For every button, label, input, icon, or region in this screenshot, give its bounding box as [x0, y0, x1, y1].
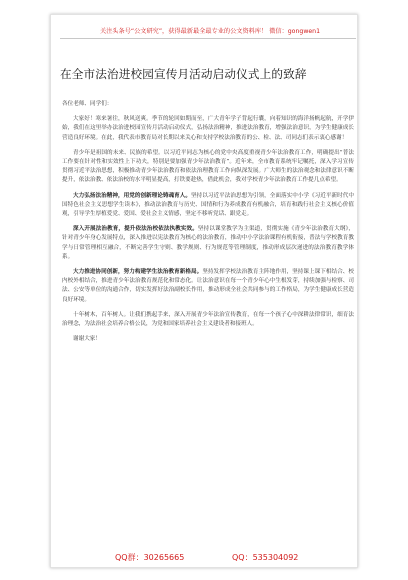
- document-title: 在全市法治进校园宣传月活动启动仪式上的致辞: [60, 67, 307, 81]
- paragraph-5-lead: 大力推进协同创新，努力构建学生法治教育新格局。: [73, 269, 203, 276]
- paragraph-4-lead: 深入开展法治教育，提升依法治校依法执教实效。: [73, 226, 198, 233]
- paragraph-2: [62, 149, 354, 186]
- paragraph-1: [62, 115, 354, 143]
- paragraph-5-text: 坚持发挥学校法治教育主阵地作用，坚持课上课下相结合、校内校外相结合，推进青少年法治教育规范化和常态化。让法治意识在每一个青少年心中生根发芽，持续加强与检察、司法、公安等单位的沟通合作，切实发挥好法治副校长作用，推动形成全社会共同参与的工作格局，为学生健康成长营造良好环境。: [62, 269, 354, 303]
- paragraph-5: [62, 268, 354, 305]
- footer-qq-number: QQ：535304092: [232, 553, 299, 562]
- paragraph-6-text: 十年树木，百年树人。让我们携起手来，深入开展青少年法治宣传教育，在每一个孩子心中深耕法律常识，细育法治理念，为法治社会培养合格公民，为党和国家培养社会主义建设者和接班人。: [62, 311, 354, 328]
- header-divider: [60, 38, 356, 39]
- footer-qq-group: QQ群：30265665: [115, 553, 185, 562]
- paragraph-4: [62, 225, 354, 262]
- paragraph-3: [62, 192, 354, 220]
- paragraph-3-lead: 大力弘扬法治精神，用党的创新理论铸魂育人。: [73, 192, 192, 199]
- paragraph-2-text: 青少年是祖国的未来、民族的希望。以习近平同志为核心的党中央高度重视青少年法治教育工作，明确提出“普法工作要在针对性和实效性上下功夫，特别是要加强青少年法治教育”。近年来，全市教育系统牢记嘱托，深入学习宣传贯彻习近平法治思想，积极推动青少年法治教育和依法治理教育工作向纵深发展。广大师生的法治观念和法律意识不断提升，依法治教、依法治校的水平明显提高，打铁要趁热，借此机会，我对学校青少年法治教育工作提几点希望。: [62, 149, 354, 184]
- paragraph-1-text: 大家好！寒来暑往，秋风送爽。季节的轮回如期而至，广大青年学子背起行囊，向着知识的海洋扬帆起航，开学伊始，我们在这里举办法治进校园宣传月活动启动仪式，弘扬法治精神，推进法治教育，增强法治意识，为学生健康成长营造良好环境。在此，我代表市教育局对长期以来关心和支持学校法治教育的公、检、法、司同志们表示衷心感谢！: [62, 116, 354, 141]
- paragraph-4-text: 坚持以课堂教学为主渠道，贯彻实施《青少年法治教育大纲》，针对青少年身心发展特点，深入推进以宪法教育为核心的法治教育，推动中小学法治课程有机衔接，普法与学校教育教学与日常管理相互融合，不断完善学生守则、教学规则、行为规范等管理制度，推动形成层次递进的法治教育教学体系。: [62, 226, 354, 260]
- document-body: [62, 100, 354, 344]
- salutation: 各位老师、同学们：: [62, 101, 113, 107]
- paragraph-3-text: 坚持以习近平法治思想为引领，全面落实中小学《习近平新时代中国特色社会主义思想学生读本》，推动法治教育与历史、国情和行为养成教育有机融合，培育和践行社会主义核心价值观，引导学生厚植爱党、爱国、爱社会主义情感，坚定不移听党话、跟党走。: [62, 192, 354, 218]
- header-banner: 关注头条号“公文研究”，获得最新最全最专业的公文资料库！ 微信：gongwen1: [99, 28, 321, 35]
- closing-line: 谢谢大家！: [73, 336, 101, 343]
- paragraph-6: [62, 311, 354, 329]
